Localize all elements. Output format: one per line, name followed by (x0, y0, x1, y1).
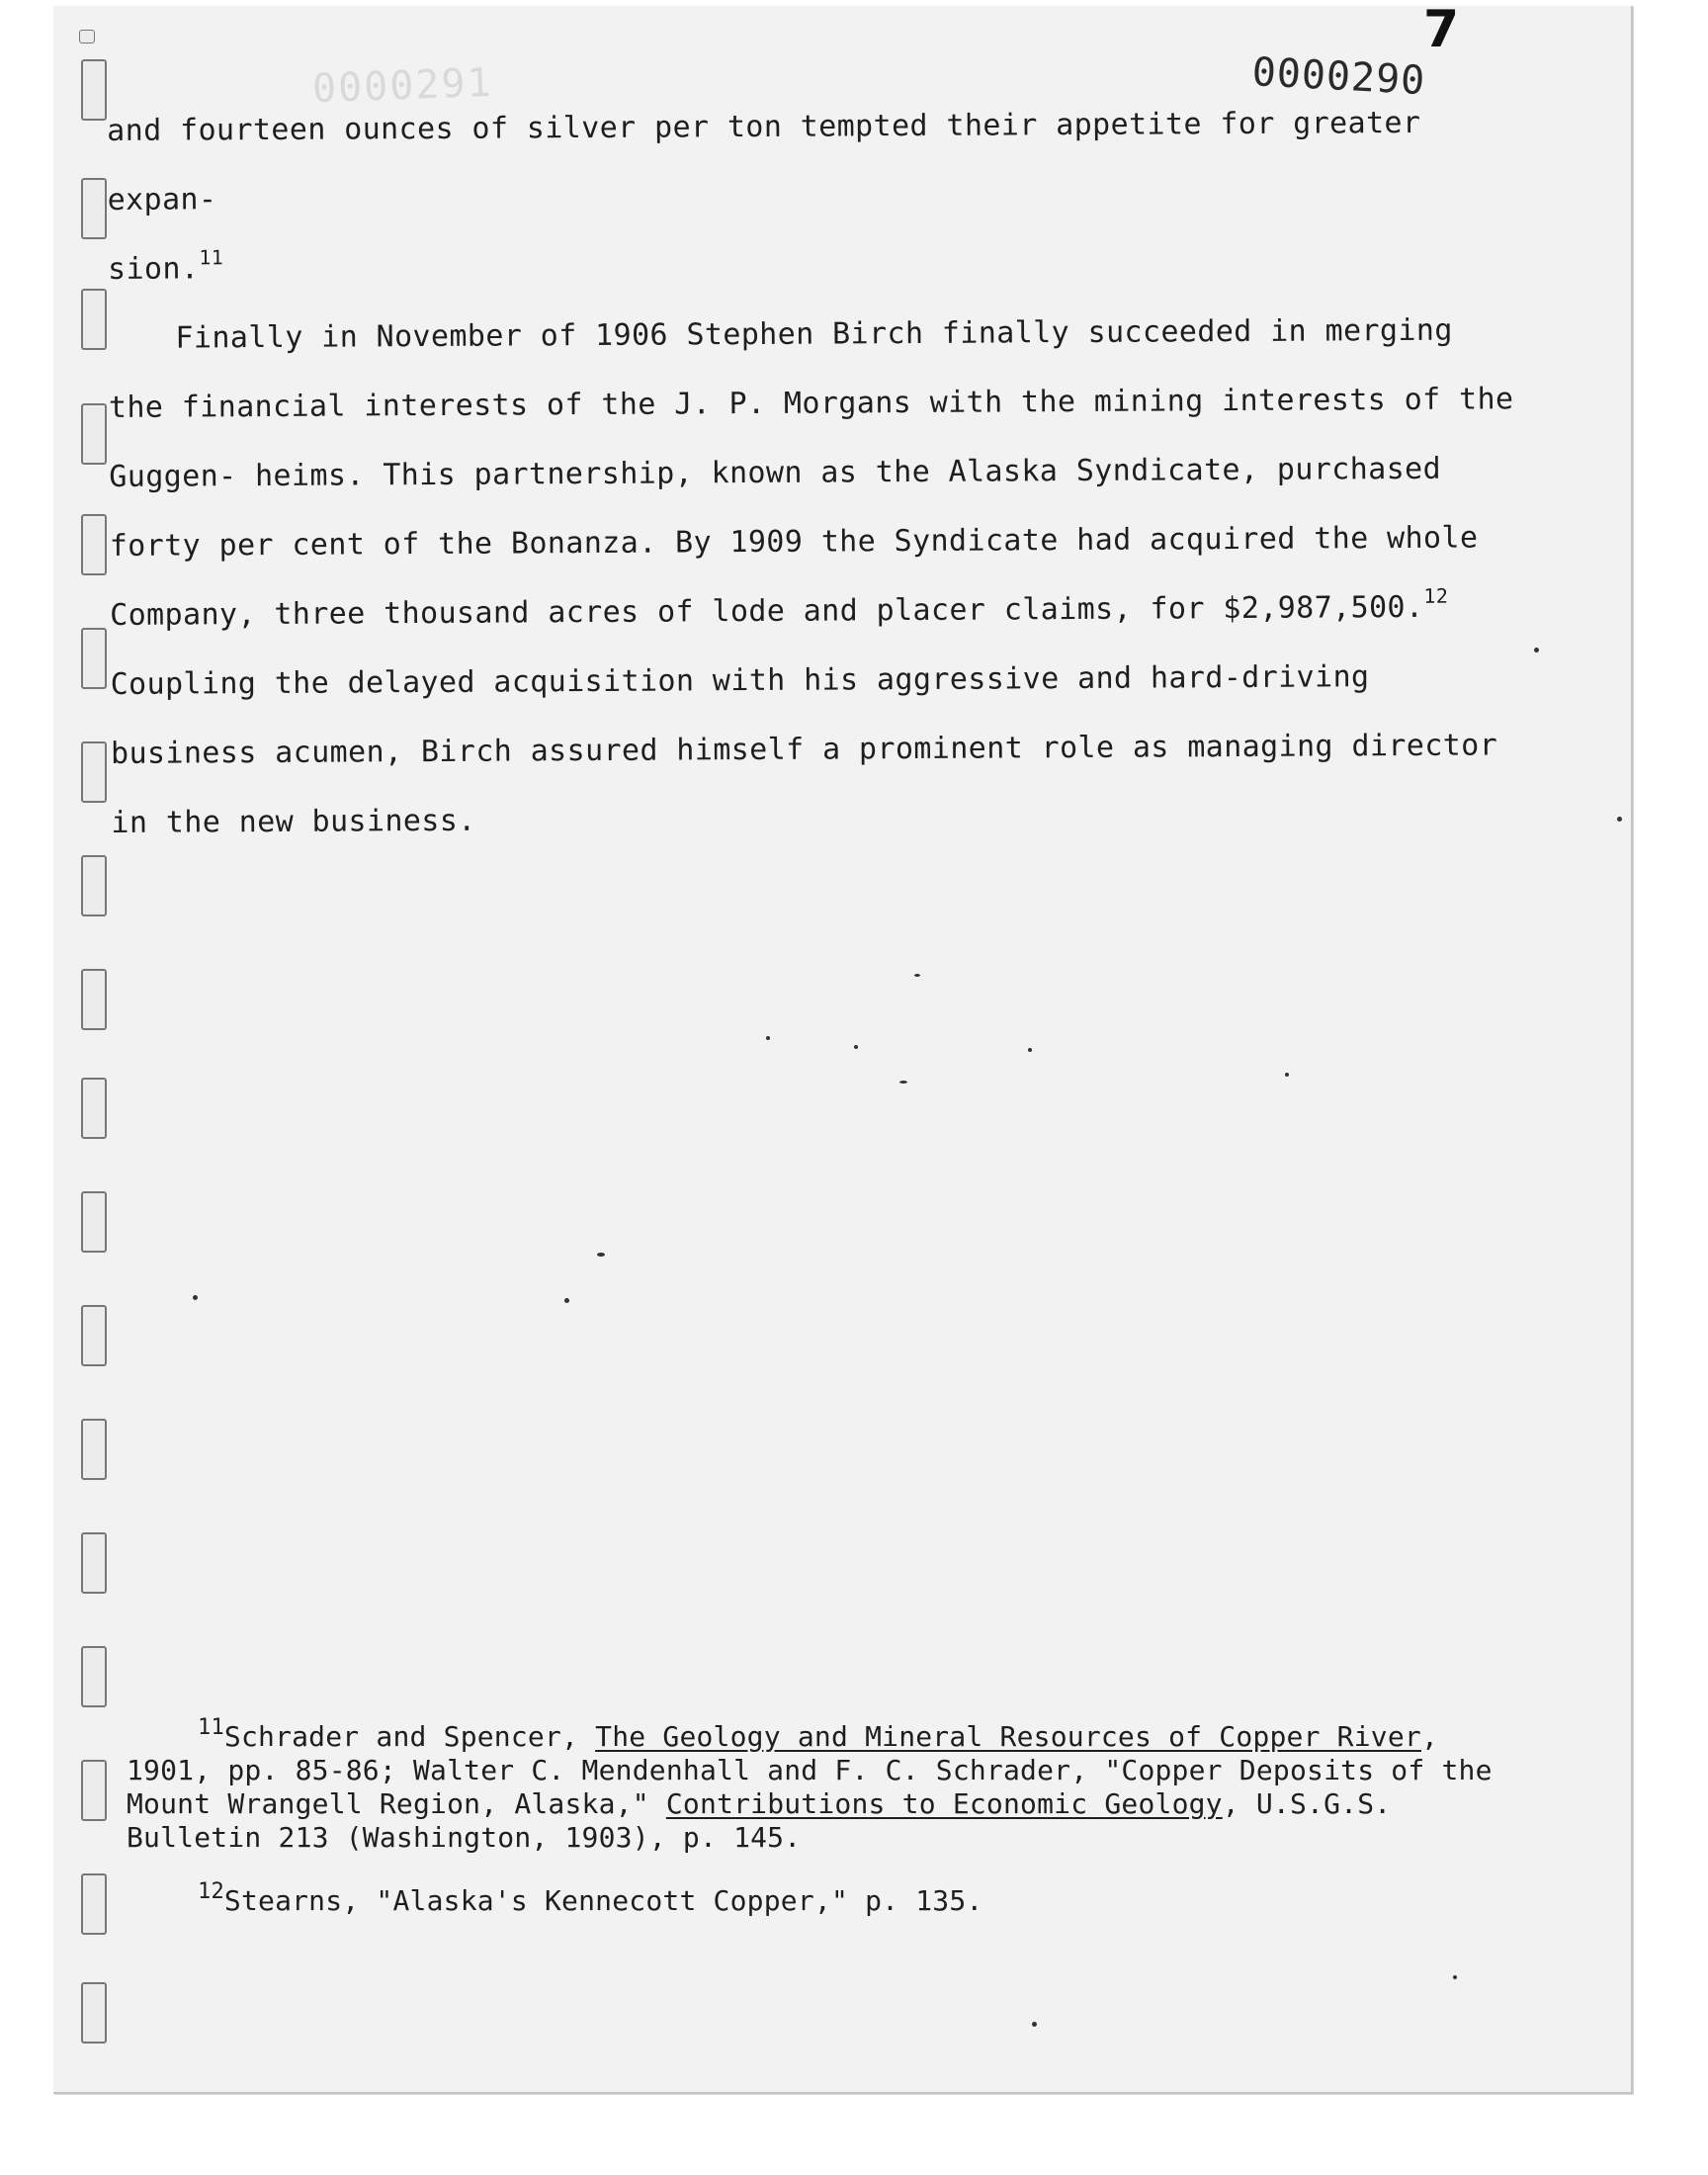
punch-hole (81, 1982, 107, 2044)
speck (854, 1045, 858, 1049)
book-title: The Geology and Mineral Resources of Copper River (595, 1720, 1421, 1753)
punch-hole (81, 1305, 107, 1366)
punch-hole (81, 1419, 107, 1480)
punch-hole (81, 1078, 107, 1139)
speck (597, 1253, 605, 1257)
punch-hole (81, 628, 107, 689)
speck (766, 1036, 770, 1040)
body-text (107, 88, 1525, 858)
speck (914, 974, 920, 977)
speck (564, 1298, 569, 1303)
footnote-text: , U.S.G.S. Bulletin 213 (Washington, 1903), p. 145. (127, 1787, 1392, 1854)
speck (1534, 648, 1539, 652)
text-line: sion. (107, 251, 200, 287)
footnote-ref-11: 11 (199, 245, 224, 270)
speck (1285, 1073, 1289, 1077)
punch-hole (81, 1873, 107, 1935)
footnote-number: 11 (198, 1715, 224, 1740)
footnote-text: Schrader and Spencer, (223, 1720, 596, 1753)
speck (899, 1081, 907, 1084)
footnote-11 (127, 1715, 1530, 1855)
text-line: and fourteen ounces of silver per ton tempted their appetite for greater expan- (107, 105, 1421, 218)
punch-hole (81, 741, 107, 803)
punch-hole (81, 1760, 107, 1821)
bates-stamp: 0000290 (1250, 49, 1427, 105)
paragraph-text: Coupling the delayed acquisition with his aggressive and hard-driving business acumen, Birch assured himself a prominent role as managing director in the new business. (110, 659, 1498, 840)
punch-hole (81, 403, 107, 465)
footnote-text: Stearns, "Alaska's Kennecott Copper," p. 135. (223, 1884, 983, 1917)
footnote-ref-12: 12 (1423, 583, 1449, 608)
punch-hole (79, 30, 95, 44)
speck (1453, 1975, 1457, 1979)
speck (1028, 1048, 1032, 1052)
punch-hole (81, 59, 107, 121)
punch-hole (81, 1191, 107, 1253)
punch-hole-strip (77, 30, 111, 2046)
stamp-bleed-through: 0000291 (311, 59, 494, 113)
punch-hole (81, 289, 107, 350)
punch-hole (81, 514, 107, 575)
punch-hole (81, 855, 107, 916)
footnote-12 (127, 1879, 1530, 1918)
footnote-text: , 1901, pp. 85-86; Walter C. Mendenhall and F. C. Schrader, "Copper Deposits of the Mount Wrangell Region, Alaska," (127, 1720, 1493, 1820)
page-number: 7 (1423, 0, 1460, 59)
punch-hole (81, 178, 107, 239)
footnotes (127, 1715, 1530, 1948)
speck (1617, 817, 1622, 822)
paragraph-2 (108, 296, 1524, 858)
punch-hole (81, 1532, 107, 1594)
paragraph-1 (107, 88, 1521, 304)
speck (193, 1295, 198, 1300)
punch-hole (81, 1646, 107, 1707)
series-title: Contributions to Economic Geology (665, 1787, 1223, 1820)
paragraph-text: Finally in November of 1906 Stephen Birch finally succeeded in merging the financial interests of the J. P. Morgans with the mining interests of the Guggen- heims. This partnership, known as the Alaska Syndicate, purchased forty per cent of the Bonanza. By 1909 the Syndicate had acquired the whole Company, three thousand acres of lode and placer claims, for $2,987,500. (108, 312, 1514, 633)
speck (1032, 2022, 1037, 2027)
punch-hole (81, 969, 107, 1030)
footnote-number: 12 (198, 1879, 224, 1904)
